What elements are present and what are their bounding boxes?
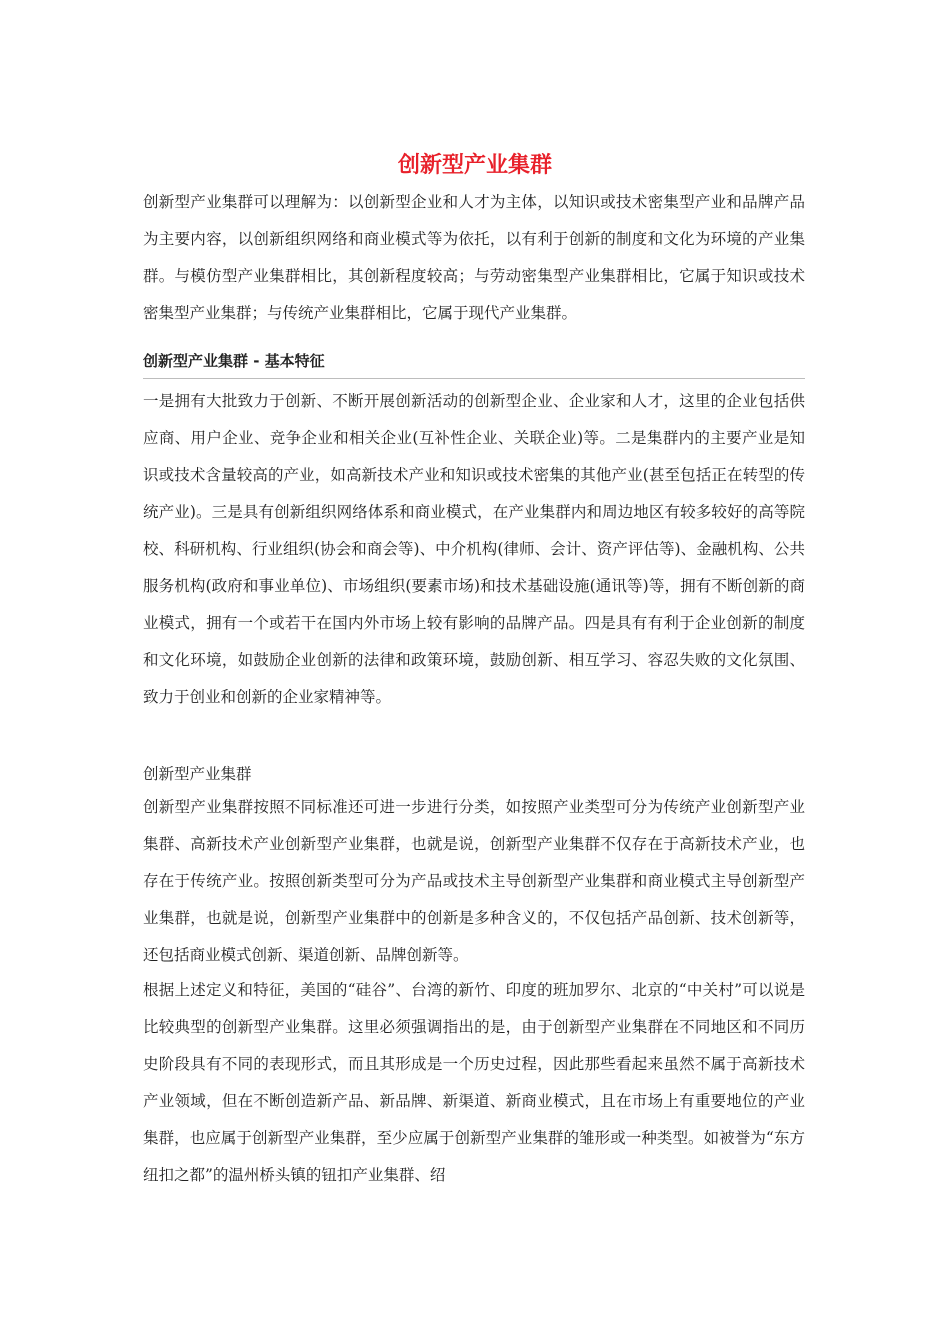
subheading: 创新型产业集群	[143, 765, 252, 783]
page-title: 创新型产业集群	[397, 152, 552, 178]
classification-paragraph: 创新型产业集群按照不同标准还可进一步进行分类，如按照产业类型可分为传统产业创新型产业集群、高新技术产业创新型产业集群，也就是说，创新型产业集群不仅存在于高新技术产业，也存在于传统产业。按照创新类型可分为产品或技术主导创新型产业集群和商业模式主导创新型产业集群，也就是说，创新型产业集群中的创新是多种含义的，不仅包括产品创新、技术创新等，还包括商业模式创新、渠道创新、品牌创新等。	[143, 798, 805, 964]
intro-paragraph: 创新型产业集群可以理解为：以创新型企业和人才为主体，以知识或技术密集型产业和品牌产品为主要内容，以创新组织网络和商业模式等为依托，以有利于创新的制度和文化为环境的产业集群。与模仿型产业集群相比，其创新程度较高；与劳动密集型产业集群相比，它属于知识或技术密集型产业集群；与传统产业集群相比，它属于现代产业集群。	[143, 193, 805, 322]
section-heading: 创新型产业集群 - 基本特征	[143, 344, 805, 379]
features-paragraph: 一是拥有大批致力于创新、不断开展创新活动的创新型企业、企业家和人才，这里的企业包括供应商、用户企业、竞争企业和相关企业(互补性企业、关联企业)等。二是集群内的主要产业是知识或技术含量较高的产业，如高新技术产业和知识或技术密集的其他产业(甚至包括正在转型的传统产业)。三是具有创新组织网络体系和商业模式，在产业集群内和周边地区有较多较好的高等院校、科研机构、行业组织(协会和商会等)、中介机构(律师、会计、资产评估等)、金融机构、公共服务机构(政府和事业单位)、市场组织(要素市场)和技术基础设施(通讯等)等，拥有不断创新的商业模式，拥有一个或若干在国内外市场上较有影响的品牌产品。四是具有有利于企业创新的制度和文化环境，如鼓励企业创新的法律和政策环境，鼓励创新、相互学习、容忍失败的文化氛围、致力于创业和创新的企业家精神等。	[143, 392, 805, 706]
examples-paragraph: 根据上述定义和特征，美国的“硅谷”、台湾的新竹、印度的班加罗尔、北京的“中关村”可以说是比较典型的创新型产业集群。这里必须强调指出的是，由于创新型产业集群在不同地区和不同历史阶段具有不同的表现形式，而且其形成是一个历史过程，因此那些看起来虽然不属于高新技术产业领域，但在不断创造新产品、新品牌、新渠道、新商业模式，且在市场上有重要地位的产业集群，也应属于创新型产业集群，至少应属于创新型产业集群的雏形或一种类型。如被誉为“东方纽扣之都”的温州桥头镇的钮扣产业集群、绍	[143, 981, 805, 1184]
